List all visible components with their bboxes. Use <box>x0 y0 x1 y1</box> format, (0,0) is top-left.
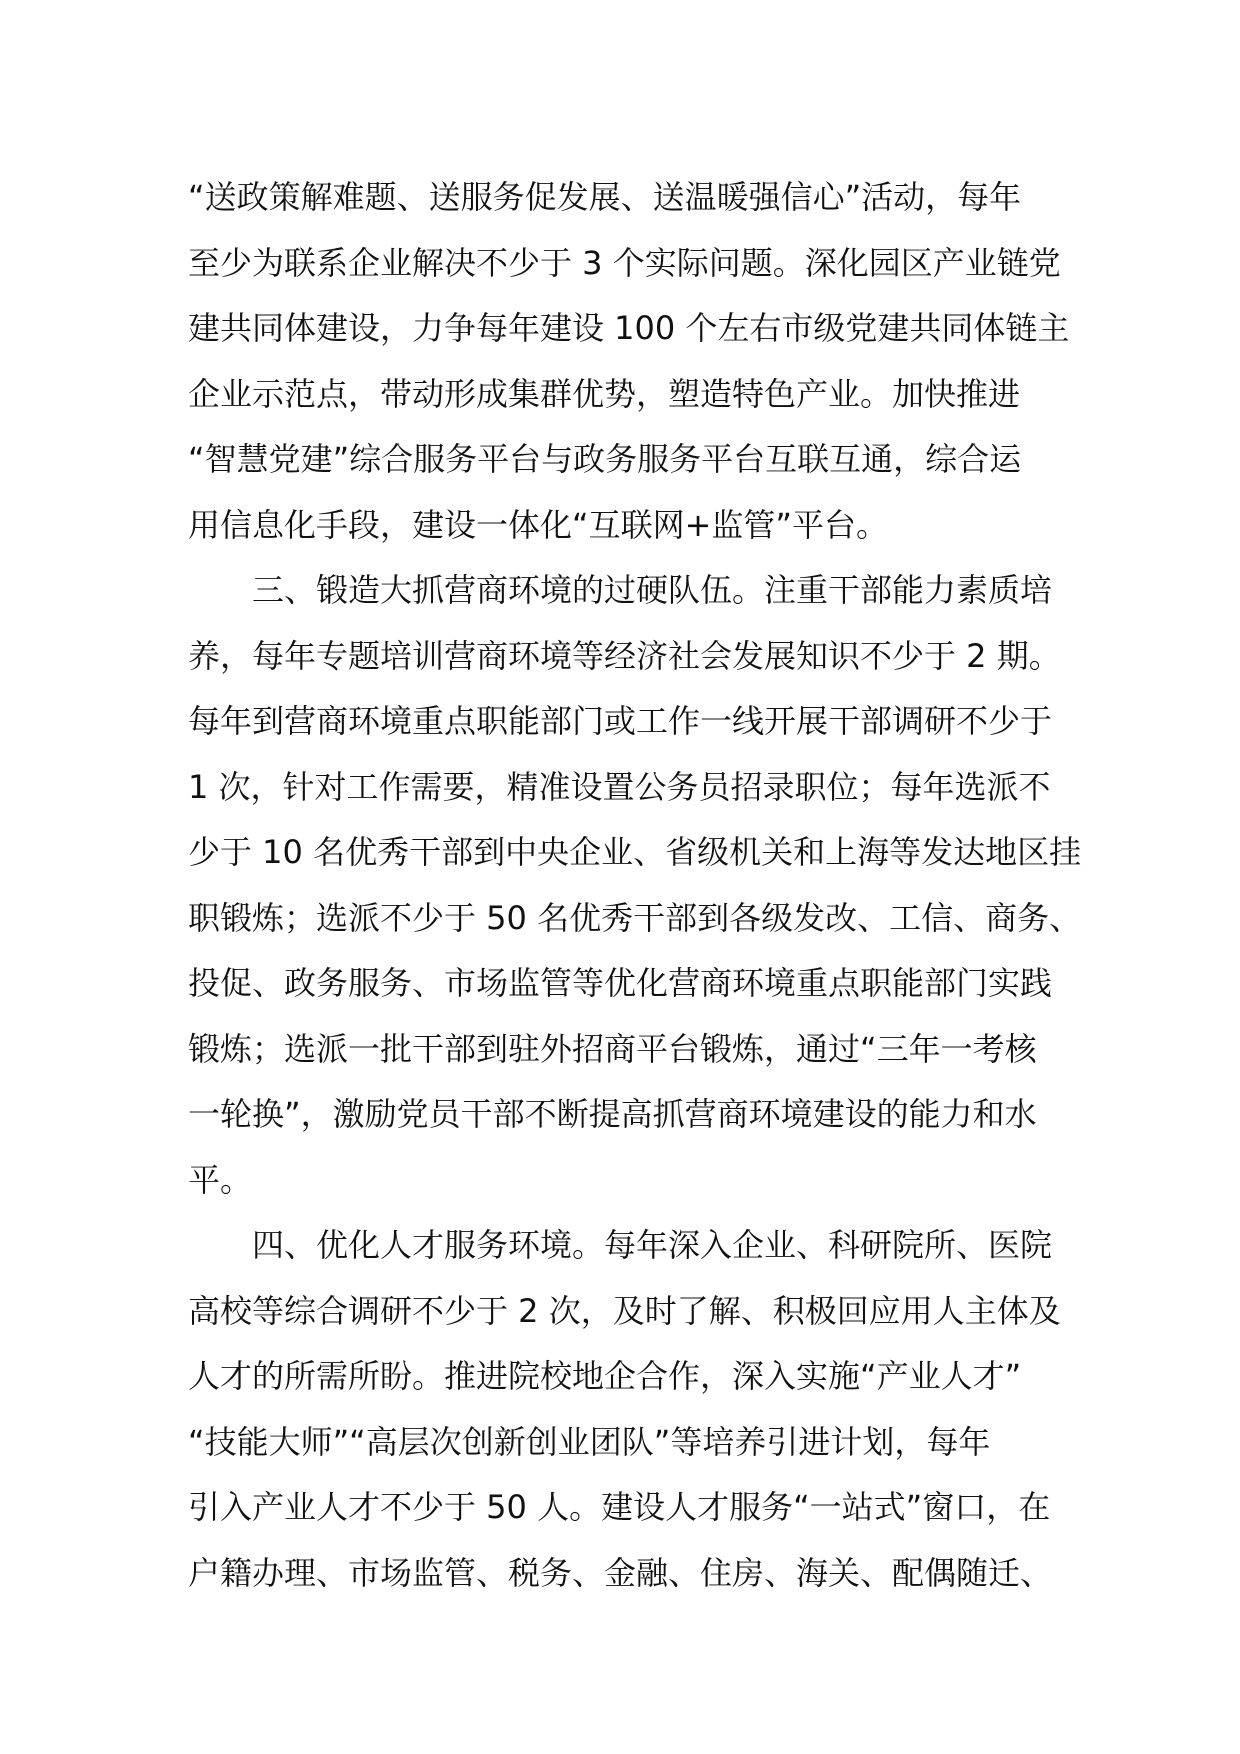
paragraph-line: “送政策解难题、送服务促发展、送温暖强信心”活动，每年 <box>188 178 1022 216</box>
paragraph-line: 锻炼；选派一批干部到驻外招商平台锻炼，通过“三年一考核 <box>188 1029 1037 1068</box>
paragraph-line: 建共同体建设，力争每年建设 100 个左右市级党建共同体链主 <box>188 309 1070 347</box>
paragraph-line: 至少为联系企业解决不少于 3 个实际问题。深化园区产业链党 <box>188 243 1061 282</box>
paragraph-line: 人才的所需所盼。推进院校地企合作，深入实施“产业人才” <box>188 1357 1022 1395</box>
section-four-heading-line: 四、优化人才服务环境。每年深入企业、科研院所、医院 <box>252 1226 1053 1264</box>
paragraph-line: 投促、政务服务、市场监管等优化营商环境重点职能部门实践 <box>188 964 1053 1002</box>
paragraph-line: 平。 <box>188 1160 253 1199</box>
paragraph-line: 用信息化手段，建设一体化“互联网+监管”平台。 <box>188 505 888 544</box>
paragraph-line: 每年到营商环境重点职能部门或工作一线开展干部调研不少于 <box>188 702 1053 740</box>
paragraph-line: 养，每年专题培训营商环境等经济社会发展知识不少于 2 期。 <box>188 636 1061 675</box>
paragraph-line: 企业示范点，带动形成集群优势，塑造特色产业。加快推进 <box>188 374 1021 413</box>
section-three-heading-line: 三、锻造大抓营商环境的过硬队伍。注重干部能力素质培 <box>252 571 1053 609</box>
paragraph-line: 高校等综合调研不少于 2 次，及时了解、积极回应用人主体及 <box>188 1291 1061 1330</box>
paragraph-line: 少于 10 名优秀干部到中央企业、省级机关和上海等发达地区挂 <box>188 833 1082 871</box>
paragraph-line: “智慧党建”综合服务平台与政务服务平台互联互通，综合运 <box>188 440 1022 478</box>
paragraph-line: 引入产业人才不少于 50 人。建设人才服务“一站式”窗口，在 <box>188 1488 1051 1526</box>
paragraph-line: 户籍办理、市场监管、税务、金融、住房、海关、配偶随迁、 <box>188 1553 1053 1592</box>
paragraph-line: 职锻炼；选派不少于 50 名优秀干部到各级发改、工信、商务、 <box>188 898 1082 937</box>
paragraph-line: “技能大师”“高层次创新创业团队”等培养引进计划，每年 <box>188 1422 991 1461</box>
paragraph-line: 一轮换”，激励党员干部不断提高抓营商环境建设的能力和水 <box>188 1095 1037 1133</box>
document-body <box>188 165 1082 1606</box>
paragraph-line: 1 次，针对工作需要，精准设置公务员招录职位；每年选派不 <box>188 767 1051 806</box>
